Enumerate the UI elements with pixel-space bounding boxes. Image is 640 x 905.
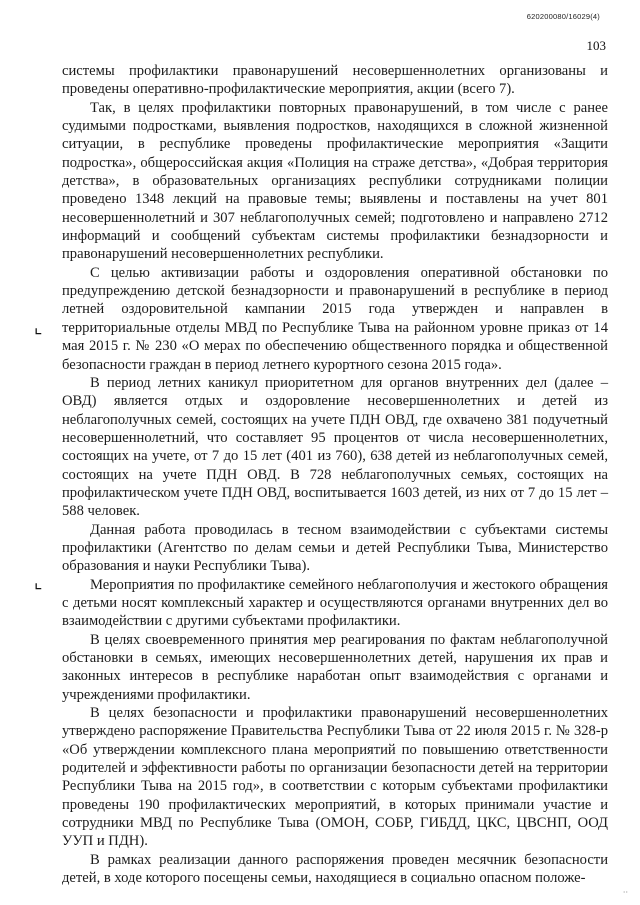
document-body — [62, 62, 608, 887]
paragraph: Данная работа проводилась в тесном взаимодействии с субъектами системы профилактики (Агентство по делам семьи и детей Республики Тыва, Министерство образования и науки Республики Тыва). — [62, 521, 608, 575]
page-number: 103 — [586, 38, 606, 53]
paragraph: В целях безопасности и профилактики правонарушений несовершеннолетних утверждено распоряжение Правительства Республики Тыва от 22 июля 2015 г. № 328-р «Об утверждении комплексного плана мероприятий по повышению ответственности родителей и эффективности работы по организации безопасности детей на территории Республики Тыва на 2015 год», в соответствии с которым субъектами профилактики проведены 190 профилактических мероприятий, в которых принимали участие и сотрудники МВД по Республике Тыва (ОМОН, СОБР, ГИБДД, ЦКС, ЦВСНП, ООД УУП и ПДН). — [62, 705, 608, 850]
paragraph: Мероприятия по профилактике семейного неблагополучия и жестокого обращения с детьми носят комплексный характер и осуществляются органами внутренних дел во взаимодействии с другими субъектами профилактики. — [62, 576, 608, 630]
paragraph: С целью активизации работы и оздоровления оперативной обстановки по предупреждению детской безнадзорности и правонарушений в республике в период летней оздоровительной кампании 2015 года утвержден и направлен в территориальные отделы МВД по Республике Тыва на районном уровне приказ от 14 мая 2015 г. № 230 «О мерах по обеспечению общественного порядка и общественной безопасности граждан в период летнего курортного сезона 2015 года». — [62, 264, 608, 373]
document-id: 620200080/16029(4) — [526, 12, 600, 21]
paragraph: системы профилактики правонарушений несовершеннолетних организованы и проведены оперативно-профилактические мероприятия, акции (всего 7). — [62, 63, 608, 98]
margin-check-mark: ⌞ — [34, 572, 43, 593]
paragraph: В целях своевременного принятия мер реагирования по фактам неблагополучной обстановки в семьях, имеющих несовершеннолетних детей, нарушения их прав и законных интересов в республике наработан опыт взаимодействия с органами и учреждениями профилактики. — [62, 631, 608, 703]
paragraph: В период летних каникул приоритетном для органов внутренних дел (далее – ОВД) является отдых и оздоровление несовершеннолетних и детей из неблагополучных семей, состоящих на учете ПДН ОВД, где охвачено 381 подучетный несовершеннолетний, что составляет 95 процентов от числа несовершеннолетних, состоящих на учете, от 7 до 15 лет (401 из 760), 638 детей из неблагополучных семей, состоящих на учете ПДН ОВД. В 728 неблагополучных семьях, состоящих на профилактическом учете ПДН ОВД, воспитывается 1603 детей, из них от 7 до 15 лет – 588 человек. — [62, 374, 608, 520]
scan-corner-mark: ‧‧ — [622, 888, 628, 897]
margin-check-mark: ⌞ — [34, 317, 43, 338]
paragraph: В рамках реализации данного распоряжения проведен месячник безопасности детей, в ходе которого посещены семьи, находящиеся в социально опасном положе- — [62, 851, 608, 887]
paragraph: Так, в целях профилактики повторных правонарушений, в том числе с ранее судимыми подростками, выявления подростков, находящихся в сложной жизненной ситуации, в республике проведены профилактические мероприятия «Защити подростка», общероссийская акция «Полиция на страже детства», «Добрая территория детства», в образовательных организациях республики сотрудниками полиции проведено 1348 лекций на правовые темы; выявлены и поставлены на учет 801 несовершеннолетний и 307 неблагополучных семей; подготовлено и направлено 2712 информаций и сообщений субъектам системы профилактики безнадзорности и правонарушений несовершеннолетних республики. — [62, 99, 608, 263]
